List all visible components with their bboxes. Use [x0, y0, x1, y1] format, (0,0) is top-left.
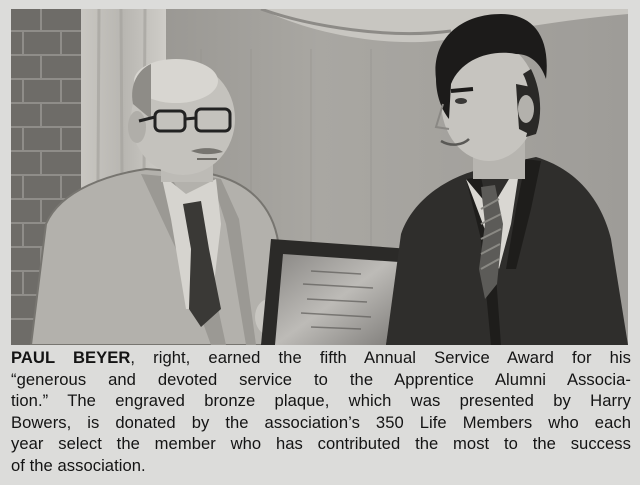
caption-line-1-text: , right, earned the fifth Annual Service Award for his	[130, 348, 632, 367]
caption-line-1	[11, 347, 631, 369]
caption-line-3: tion.” The engraved bronze plaque, which was presented by Harry	[11, 391, 631, 411]
caption-line-2: “generous and devoted service to the Apprentice Alumni Associa-	[11, 369, 631, 389]
news-photo	[11, 9, 628, 345]
photo-caption	[11, 347, 631, 477]
caption-line-5: year select the member who has contributed the most to the success	[11, 434, 631, 454]
caption-line-4: Bowers, is donated by the association’s 350 Life Members who each	[11, 412, 631, 432]
caption-line-6: of the association.	[11, 455, 146, 475]
subject-name: PAUL BEYER	[11, 348, 131, 367]
